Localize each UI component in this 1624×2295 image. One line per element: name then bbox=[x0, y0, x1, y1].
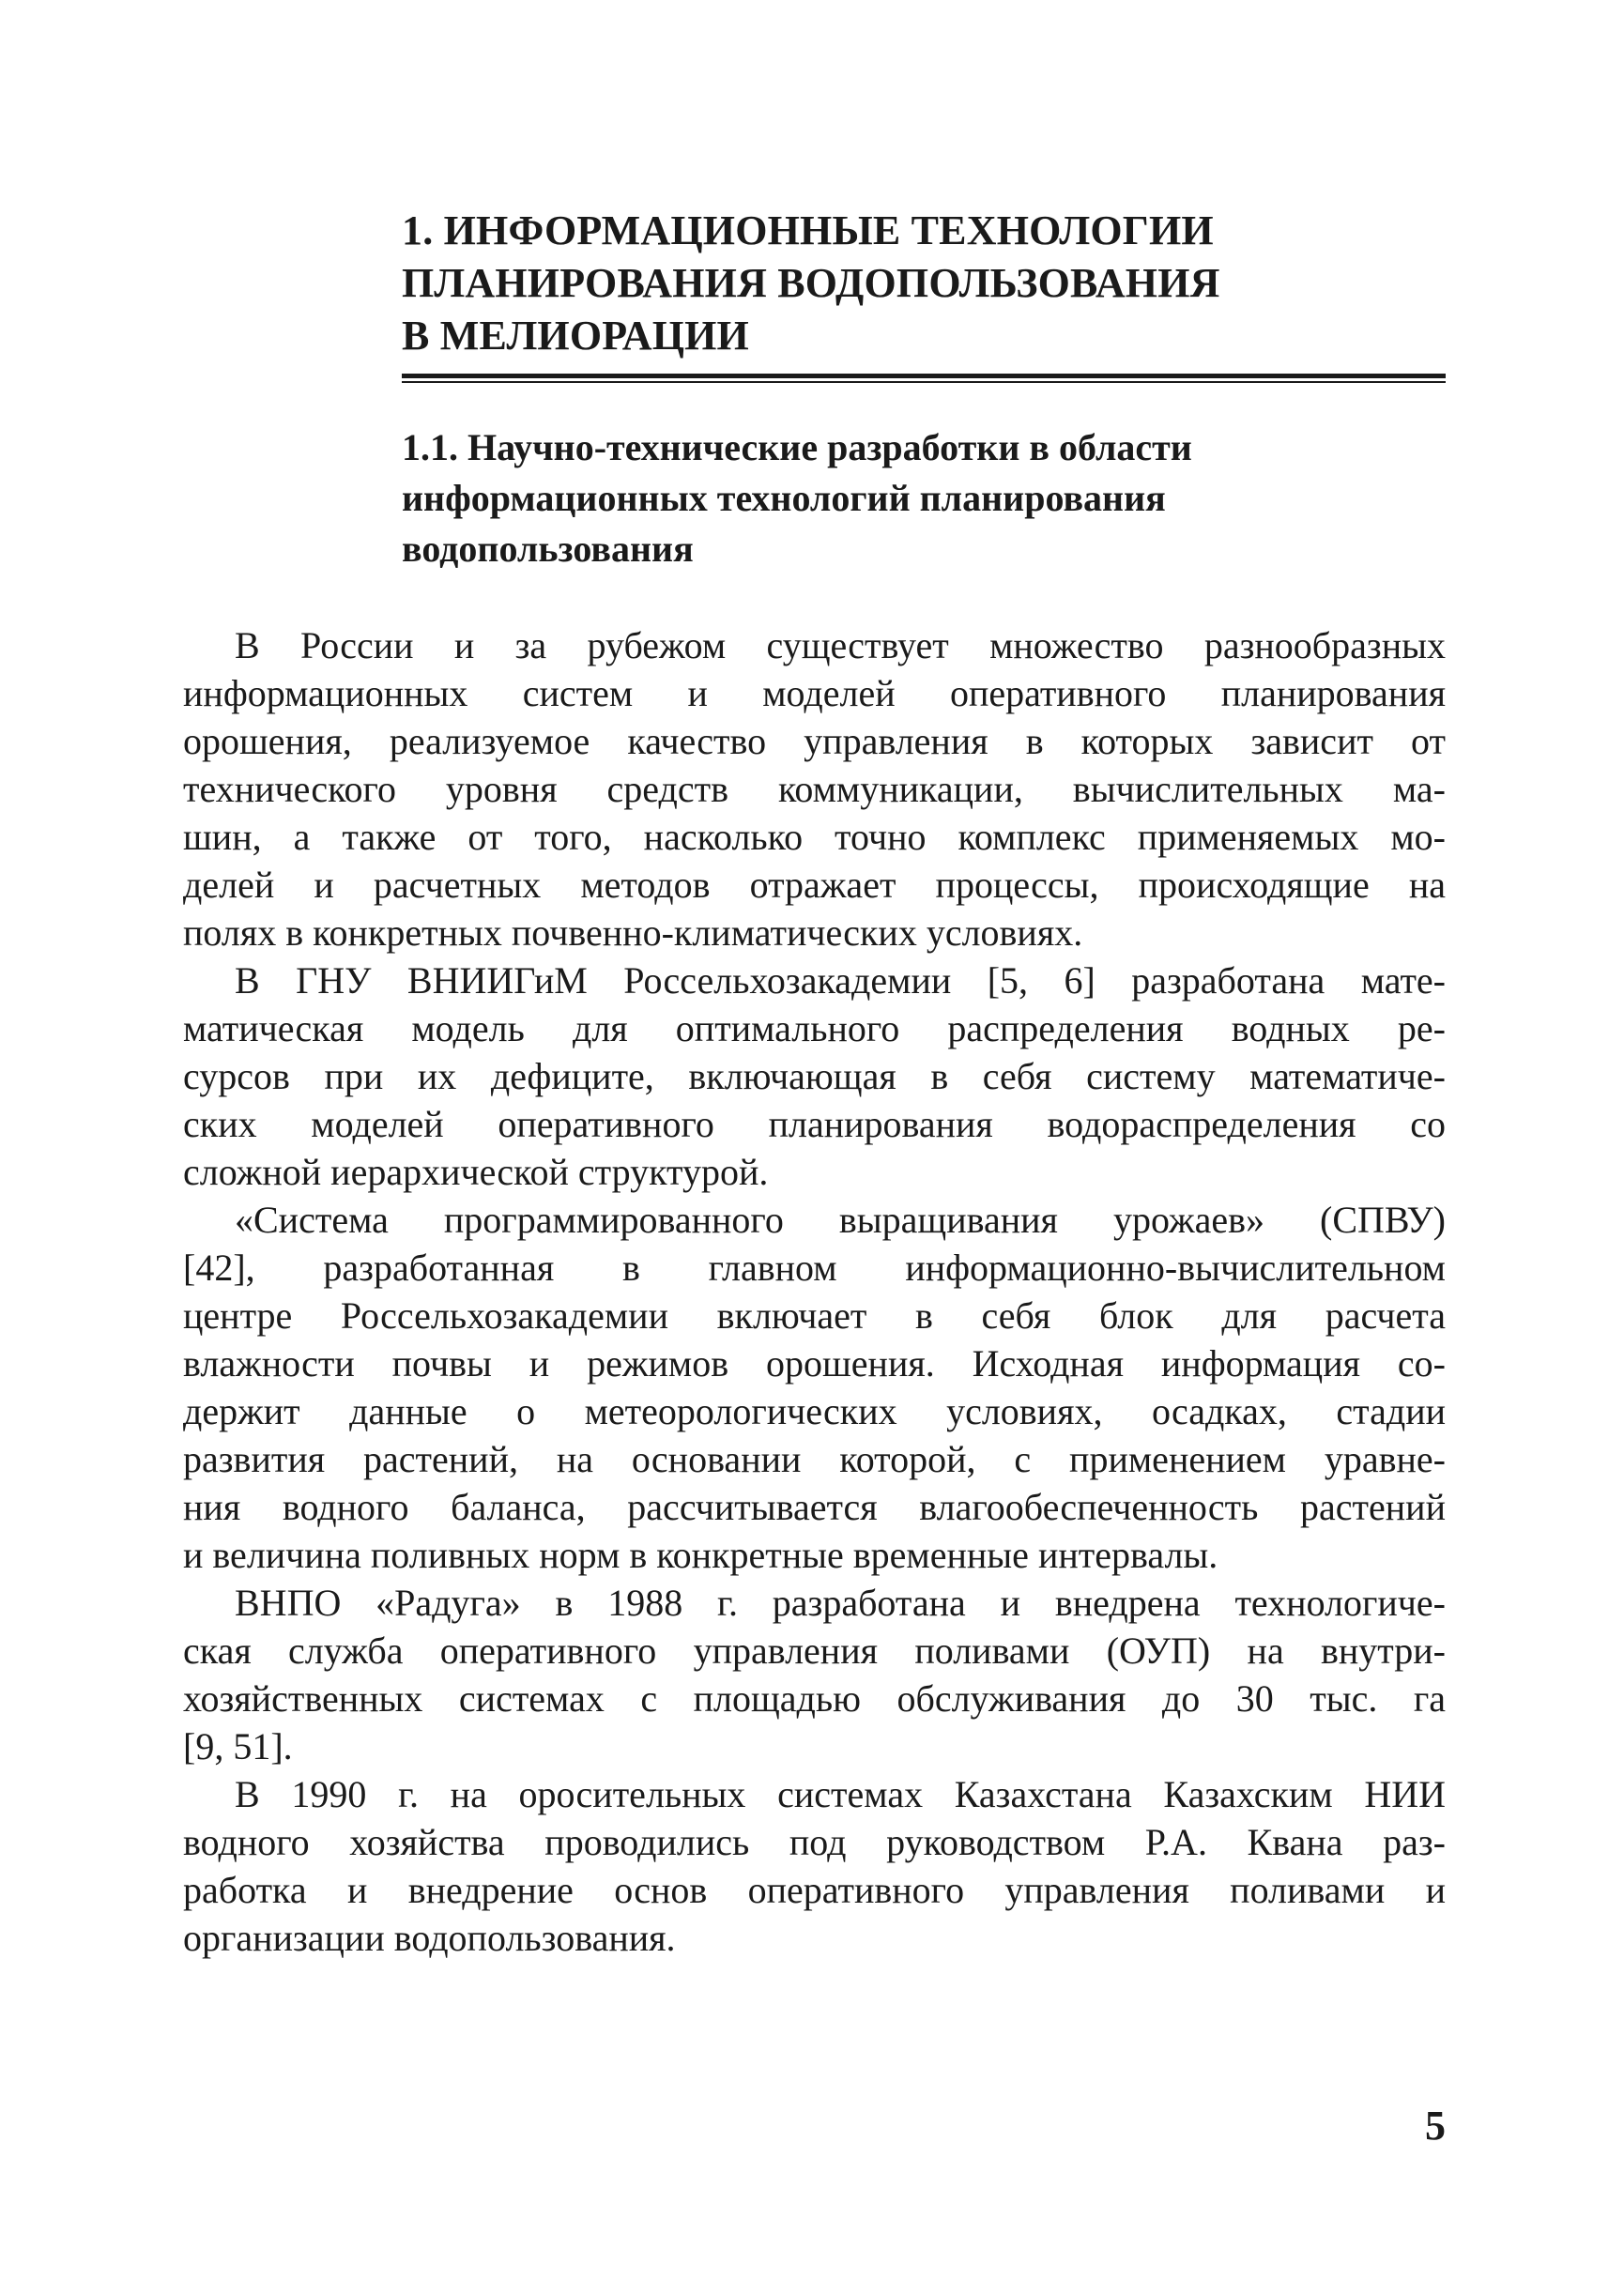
text-line: «Система программированного выращивания урожаев» (СПВУ) bbox=[235, 1199, 1446, 1241]
text-line: сурсов при их дефиците, включающая в себя систему математиче- bbox=[183, 1055, 1446, 1097]
text-line: центре Россельхозакадемии включает в себя блок для расчета bbox=[183, 1294, 1446, 1337]
paragraph-4 bbox=[183, 1579, 1446, 1770]
text-line: хозяйственных системах с площадью обслуживания до 30 тыс. га bbox=[183, 1677, 1446, 1720]
text-line: делей и расчетных методов отражает процессы, происходящие на bbox=[183, 864, 1446, 906]
text-line: и величина поливных норм в конкретные временные интервалы. bbox=[183, 1534, 1218, 1576]
chapter-title-line: В МЕЛИОРАЦИИ bbox=[402, 313, 749, 359]
text-line: шин, а также от того, насколько точно комплекс применяемых мо- bbox=[183, 816, 1446, 858]
section-title-line: информационных технологий планирования bbox=[402, 477, 1166, 519]
text-line: ния водного баланса, рассчитывается влагообеспеченность растений bbox=[183, 1486, 1446, 1528]
chapter-title-rule bbox=[402, 374, 1446, 383]
chapter-title bbox=[402, 205, 1446, 362]
text-line: В 1990 г. на оросительных системах Казахстана Казахским НИИ bbox=[235, 1773, 1446, 1815]
section-title-line: водопользования bbox=[402, 528, 694, 570]
body-text bbox=[183, 621, 1446, 1962]
text-line: матическая модель для оптимального распределения водных ре- bbox=[183, 1007, 1446, 1049]
text-line: влажности почвы и режимов орошения. Исходная информация со- bbox=[183, 1342, 1446, 1385]
text-line: работка и внедрение основ оперативного управления поливами и bbox=[183, 1869, 1446, 1911]
paragraph-3 bbox=[183, 1196, 1446, 1579]
paragraph-1 bbox=[183, 621, 1446, 956]
text-line: водного хозяйства проводились под руководством Р.А. Квана раз- bbox=[183, 1821, 1446, 1863]
chapter-heading bbox=[402, 205, 1446, 383]
text-line: [9, 51]. bbox=[183, 1725, 293, 1767]
text-line: орошения, реализуемое качество управления в которых зависит от bbox=[183, 720, 1446, 762]
section-title-line: 1.1. Научно-технические разработки в области bbox=[402, 426, 1192, 468]
page-number: 5 bbox=[1425, 2103, 1446, 2149]
text-line: [42], разработанная в главном информационно-вычислительном bbox=[183, 1247, 1446, 1289]
section-title bbox=[402, 422, 1446, 574]
text-line: В ГНУ ВНИИГиМ Россельхозакадемии [5, 6] разработана мате- bbox=[235, 959, 1446, 1002]
chapter-title-line: ПЛАНИРОВАНИЯ ВОДОПОЛЬЗОВАНИЯ bbox=[402, 260, 1220, 306]
paragraph-5 bbox=[183, 1770, 1446, 1962]
text-line: технического уровня средств коммуникации, вычислительных ма- bbox=[183, 768, 1446, 810]
text-line: держит данные о метеорологических условиях, осадках, стадии bbox=[183, 1390, 1446, 1432]
paragraph-2 bbox=[183, 956, 1446, 1196]
chapter-title-line: 1. ИНФОРМАЦИОННЫЕ ТЕХНОЛОГИИ bbox=[402, 207, 1214, 253]
text-line: ская служба оперативного управления поливами (ОУП) на внутри- bbox=[183, 1629, 1446, 1672]
text-line: ВНПО «Радуга» в 1988 г. разработана и внедрена технологиче- bbox=[235, 1582, 1446, 1624]
text-line: организации водопользования. bbox=[183, 1917, 676, 1959]
text-line: В России и за рубежом существует множество разнообразных bbox=[235, 624, 1446, 666]
text-line: сложной иерархической структурой. bbox=[183, 1151, 769, 1193]
text-line: развития растений, на основании которой, с применением уравне- bbox=[183, 1438, 1446, 1480]
text-line: ских моделей оперативного планирования водораспределения со bbox=[183, 1103, 1446, 1145]
text-line: полях в конкретных почвенно-климатических условиях. bbox=[183, 911, 1083, 954]
text-line: информационных систем и моделей оперативного планирования bbox=[183, 672, 1446, 714]
